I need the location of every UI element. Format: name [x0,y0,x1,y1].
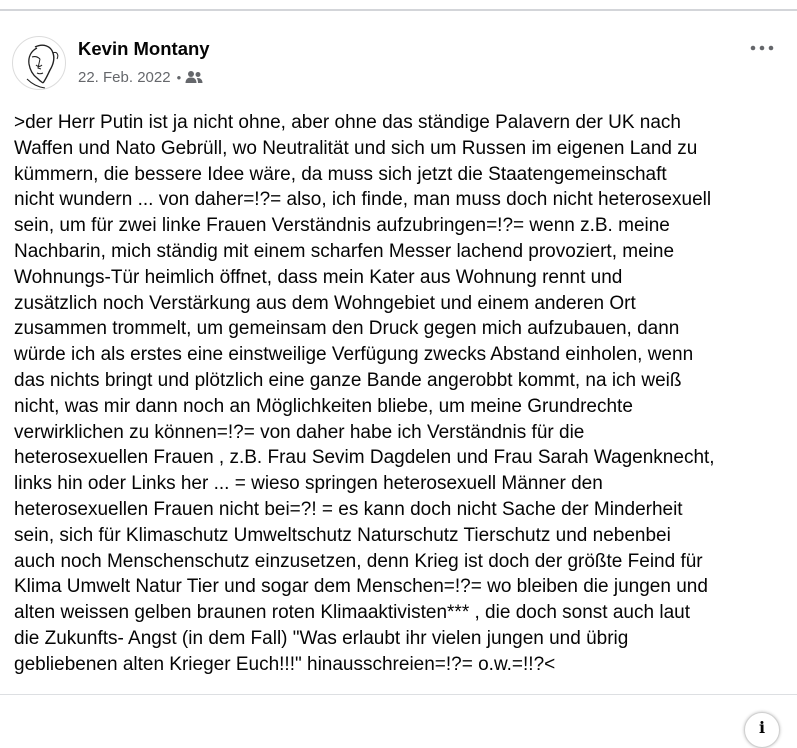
avatar-sketch-icon [13,37,66,90]
post-date[interactable]: 22. Feb. 2022 [78,68,171,86]
author-name[interactable]: Kevin Montany [78,38,210,59]
more-options-button[interactable] [744,36,780,60]
friends-icon[interactable] [185,70,203,84]
avatar[interactable] [12,36,66,90]
post-header [0,30,797,94]
info-button[interactable] [744,712,780,748]
post-meta [78,67,203,87]
meta-separator: • [176,69,182,85]
top-divider [0,9,797,11]
more-options-icon [750,45,774,51]
post-text: >der Herr Putin ist ja nicht ohne, aber ohne das ständige Palavern der UK nach Waffen und Nato Gebrüll, wo Neutralität und sich um Russen im eigenen Land zu kümmern, die bessere Idee wäre, da muss sich jetzt die Staatengemeinschaft nicht wundern ... von daher=!?= also, ich finde, man muss doch nicht heterosexuell sein, um für zwei linke Frauen Verständnis aufzubringen=!?= wenn z.B. meine Nachbarin, mich ständig mit einem scharfen Messer lachend provoziert, meine Wohnungs-Tür heimlich öffnet, dass mein Kater aus Wohnung rennt und zusätzlich noch Verstärkung aus dem Wohngebiet und einem anderen Ort zusammen trommelt, um gemeinsam den Druck gegen mich aufzubauen, dann würde ich als erstes eine einstweilige Verfügung zwecks Abstand einholen, wenn das nichts bringt und plötzlich eine ganze Bande angerobbt kommt, na ich weiß nicht, was mir dann noch an Möglichkeiten bliebe, um meine Grundrechte verwirklichen zu können=!?= von daher habe ich Verständnis für die heterosexuellen Frauen , z.B. Frau Sevim Dagdelen und Frau Sarah Wagenknecht, links hin oder Links her ... = wieso springen heterosexuell Männer den heterosexuellen Frauen nicht bei=?! = es kann doch nicht Sache der Minderheit sein, sich für Klimaschutz Umweltschutz Naturschutz Tierschutz und nebenbei auch noch Menschenschutz einzusetzen, denn Krieg ist doch der größte Feind für Klima Umwelt Natur Tier und sogar dem Menschen=!?= wo bleiben die jungen und alten weissen gelben braunen roten Klimaaktivisten*** , die doch sonst auch laut die Zukunfts- Angst (in dem Fall) "Was erlaubt ihr vielen jungen und übrig gebliebenen alten Krieger Euch!!!" hinausschreien=!?= o.w.=!!?< [14,112,715,675]
bottom-divider [0,694,797,695]
info-icon: i [758,718,766,737]
